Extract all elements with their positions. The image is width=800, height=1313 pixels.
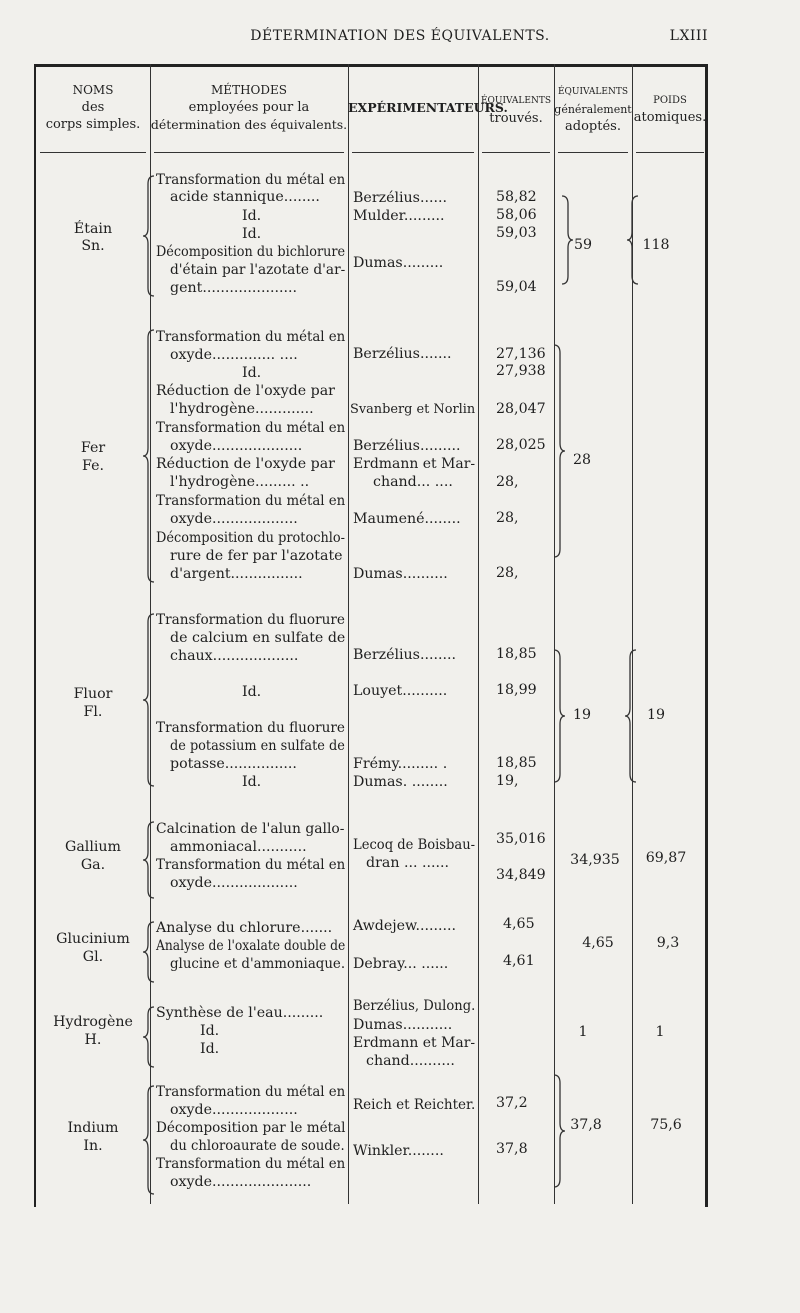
experimenter: Berzélius.........: [353, 438, 461, 454]
method-line: Analyse du chlorure.......: [156, 920, 333, 936]
header-trouves-line: trouvés.: [489, 111, 543, 126]
method-line: d'argent................: [170, 566, 303, 582]
experimenter: Svanberg et Norlin: [350, 402, 476, 417]
experimenter: Reich et Reichter.: [353, 1097, 476, 1113]
found-value: 4,61: [503, 953, 535, 969]
method-line: potasse................: [170, 756, 297, 772]
method-line: Analyse de l'oxalate double de: [156, 938, 346, 954]
header-poids: [632, 92, 708, 126]
adopted-value: 4,65: [582, 935, 614, 951]
method-line: Id.: [200, 1023, 220, 1039]
found-value: 27,938: [496, 363, 546, 379]
method-line: oxyde......................: [170, 1174, 312, 1190]
atomic-value: 19: [646, 707, 666, 723]
experimenter: Louyet..........: [353, 683, 448, 699]
method-line: rure de fer par l'azotate: [170, 548, 343, 564]
header-methodes-line: détermination des équivalents.: [150, 117, 348, 132]
adopted-value: 59: [573, 237, 593, 253]
experimenter: Mulder.........: [353, 208, 445, 224]
experimenter: Dumas.........: [353, 255, 444, 271]
header-rule: [636, 152, 704, 153]
header-methodes-line: MÉTHODES: [211, 83, 287, 97]
header-trouves-line: ÉQUIVALENTS: [480, 96, 552, 106]
experimenter: Dumas...........: [353, 1017, 453, 1033]
header-experimentateurs: EXPÉRIMENTATEURS.: [348, 100, 508, 115]
found-value: 28,025: [496, 437, 546, 453]
experimenter: chand... ....: [373, 474, 453, 490]
method-line: de potassium en sulfate de: [170, 738, 345, 754]
found-value: 28,: [496, 510, 519, 526]
method-line: Id.: [242, 208, 262, 224]
method-line: oxyde...................: [170, 875, 298, 891]
experimenter: Berzélius, Dulong.: [353, 998, 476, 1014]
element-symbol: Ga.: [80, 857, 106, 873]
header-methodes-line: employées pour la: [188, 100, 310, 115]
experimenter: dran ... ......: [366, 855, 450, 871]
element-symbol: H.: [84, 1032, 102, 1048]
found-value: 58,06: [496, 207, 537, 223]
atomic-value: 118: [642, 237, 670, 253]
method-line: Décomposition du bichlorure: [156, 244, 346, 260]
header-poids-line: atomiques.: [633, 110, 707, 125]
header-rule: [40, 152, 146, 153]
experimenter: Berzélius........: [353, 647, 457, 663]
header-rule: [154, 152, 344, 153]
method-line: Réduction de l'oxyde par: [156, 456, 335, 472]
method-line: oxyde...................: [170, 1102, 298, 1118]
column-rule: [348, 64, 349, 1204]
page-number: LXIII: [669, 28, 708, 44]
running-title: DÉTERMINATION DES ÉQUIVALENTS.: [250, 28, 550, 44]
element-symbol: In.: [83, 1138, 103, 1154]
adopted-value: 19: [572, 707, 592, 723]
experimenter: Berzélius......: [353, 190, 448, 206]
method-line: Transformation du métal en: [156, 857, 346, 873]
header-adoptes-line: généralement: [554, 103, 632, 116]
element-name: Étain: [73, 221, 113, 237]
method-line: l'hydrogène......... ..: [170, 474, 310, 490]
method-line: oxyde...................: [170, 511, 298, 527]
method-line: Décomposition du protochlo-: [156, 530, 346, 546]
found-value: 18,85: [496, 646, 537, 662]
method-line: Transformation du métal en: [156, 420, 346, 436]
experimenter: Debray... ......: [353, 956, 449, 972]
element-name: Indium: [67, 1120, 119, 1136]
method-line: Id.: [242, 226, 262, 242]
found-value: 35,016: [496, 831, 546, 847]
experimenter: Winkler........: [353, 1143, 444, 1159]
method-line: Transformation du métal en: [156, 493, 346, 509]
experimenter: chand..........: [366, 1053, 455, 1069]
method-line: Id.: [200, 1041, 220, 1057]
found-value: 59,03: [496, 225, 537, 241]
method-line: oxyde.............. ....: [170, 347, 298, 363]
method-line: Transformation du fluorure: [156, 720, 345, 736]
found-value: 58,82: [496, 189, 537, 205]
found-value: 37,8: [496, 1141, 528, 1157]
found-value: 28,: [496, 474, 519, 490]
found-value: 59,04: [496, 279, 537, 295]
found-value: 28,: [496, 565, 519, 581]
adopted-value: 28: [572, 452, 592, 468]
header-trouves: [478, 93, 554, 127]
header-rule: [352, 152, 474, 153]
method-line: Synthèse de l'eau.........: [156, 1005, 324, 1021]
experimenter: Dumas..........: [353, 566, 448, 582]
found-value: 4,65: [503, 916, 535, 932]
header-noms-line: des: [81, 100, 105, 115]
experimenter: Erdmann et Mar-: [353, 1035, 476, 1051]
element-name: Glucinium: [56, 931, 130, 947]
found-value: 34,849: [496, 867, 546, 883]
element-symbol: Gl.: [82, 949, 104, 965]
method-line: Transformation du métal en: [156, 1084, 346, 1100]
method-line: Réduction de l'oxyde par: [156, 383, 335, 399]
element-symbol: Fe.: [82, 458, 104, 474]
atomic-value: 69,87: [645, 850, 687, 866]
method-line: Décomposition par le métal: [156, 1120, 346, 1136]
header-noms-line: NOMS: [72, 83, 114, 97]
found-value: 18,85: [496, 755, 537, 771]
element-name: Gallium: [65, 839, 121, 855]
adopted-value: 34,935: [570, 852, 620, 868]
header-noms-line: corps simples.: [45, 117, 141, 132]
method-line: acide stannique........: [170, 189, 320, 205]
experimenter: Frémy......... .: [353, 756, 448, 772]
header-poids-line: POIDS: [653, 95, 687, 106]
header-adoptes-line: adoptés.: [565, 119, 621, 134]
atomic-value: 9,3: [656, 935, 680, 951]
experimenter: Maumené........: [353, 511, 461, 527]
element-symbol: Sn.: [81, 238, 105, 254]
element-name: Hydrogène: [53, 1014, 133, 1030]
found-value: 37,2: [496, 1095, 528, 1111]
method-line: glucine et d'ammoniaque.: [170, 956, 346, 972]
method-line: Transformation du métal en: [156, 172, 346, 188]
atomic-value: 1: [655, 1024, 665, 1040]
adopted-value: 37,8: [570, 1117, 602, 1133]
method-line: oxyde....................: [170, 438, 303, 454]
found-value: 27,136: [496, 346, 546, 362]
element-name: Fluor: [73, 686, 113, 702]
header-adoptes: [554, 84, 632, 135]
experimenter: Awdejew.........: [353, 918, 457, 934]
column-rule: [478, 64, 479, 1204]
element-symbol: Fl.: [83, 704, 103, 720]
method-line: Id.: [242, 684, 262, 700]
header-rule: [482, 152, 550, 153]
method-line: ammoniacal...........: [170, 839, 307, 855]
method-line: Transformation du métal en: [156, 1156, 346, 1172]
method-line: Id.: [242, 774, 262, 790]
method-line: chaux...................: [170, 648, 299, 664]
found-value: 18,99: [496, 682, 537, 698]
adopted-value: 1: [578, 1024, 588, 1040]
header-adoptes-line: ÉQUIVALENTS: [557, 87, 629, 97]
element-name: Fer: [80, 440, 106, 456]
experimenter: Lecoq de Boisbau-: [353, 837, 476, 853]
method-line: de calcium en sulfate de: [170, 630, 346, 646]
header-methodes: [150, 82, 348, 133]
method-line: du chloroaurate de soude.: [170, 1138, 345, 1154]
found-value: 19,: [496, 773, 519, 789]
found-value: 28,047: [496, 401, 546, 417]
header-noms: [36, 82, 150, 133]
atomic-value: 75,6: [650, 1117, 682, 1133]
experimenter: Erdmann et Mar-: [353, 456, 476, 472]
experimenter: Berzélius.......: [353, 346, 452, 362]
header-rule: [558, 152, 628, 153]
method-line: Id.: [242, 365, 262, 381]
experimenter: Dumas. ........: [353, 774, 448, 790]
column-rule: [150, 64, 151, 1204]
method-line: Calcination de l'alun gallo-: [156, 821, 345, 837]
method-line: Transformation du métal en: [156, 329, 346, 345]
method-line: gent.....................: [170, 280, 298, 296]
method-line: l'hydrogène.............: [170, 401, 314, 417]
method-line: Transformation du fluorure: [156, 612, 345, 628]
method-line: d'étain par l'azotate d'ar-: [170, 262, 346, 278]
